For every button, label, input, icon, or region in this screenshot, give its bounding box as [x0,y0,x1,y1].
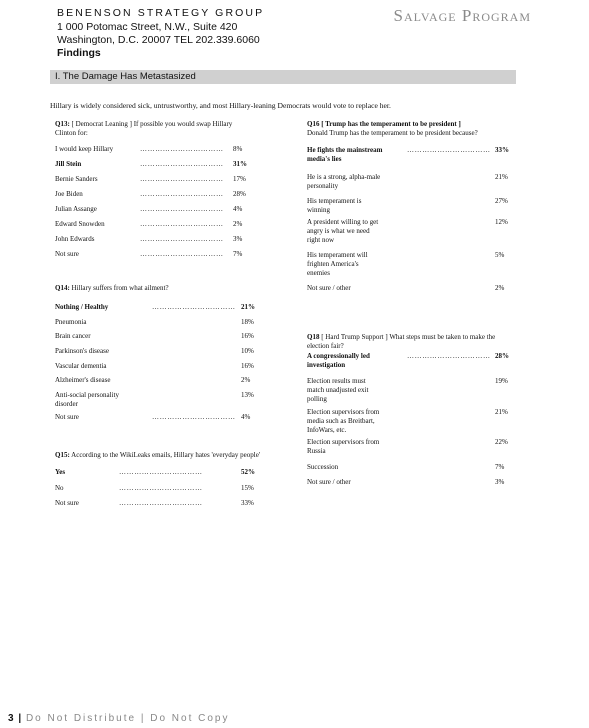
response-row [307,377,517,408]
response-value: 16% [241,361,254,370]
response-row [55,468,265,484]
response-value: 7% [233,250,243,258]
response-row [307,173,517,197]
response-label: Not sure / other [307,284,351,292]
leader-dots: …………………………… [119,468,203,476]
response-row [55,160,255,175]
response-row [307,218,517,251]
question-number: Q13: [55,120,70,128]
question-title [307,120,517,138]
question-segment: [ Trump has the temperament to be president ] [321,120,461,128]
response-label: A president willing to get angry is what we need right now [307,218,379,244]
response-value: 3% [233,235,243,243]
response-label: Alzheimer's disease [55,376,111,385]
question-q15 [55,451,265,515]
footer-notice: Do Not Distribute | Do Not Copy [25,713,230,724]
response-row [55,190,255,205]
response-row [55,318,265,333]
leader-dots: …………………………… [140,220,224,228]
response-label: Election results must match unadjusted exit polling [307,377,369,403]
response-list [307,146,517,298]
response-row [307,408,517,438]
response-label: Yes [55,468,66,476]
response-row [55,347,265,362]
response-row [307,478,517,492]
question-text: [ Democrat Leaning ] If possible you would swap Hillary Clinton for: [55,120,233,137]
response-value: 8% [233,145,243,153]
response-value: 33% [495,146,509,154]
question-number: Q15: [55,451,70,459]
leader-dots: …………………………… [140,205,224,213]
leader-dots: …………………………… [140,250,224,258]
response-row [55,250,255,265]
response-row [307,197,517,218]
response-label: A congressionally led investigation [307,352,370,369]
response-value: 7% [495,463,505,471]
response-value: 12% [495,218,508,226]
response-label: Brain cancer [55,332,91,341]
response-row [307,251,517,284]
leader-dots: …………………………… [119,483,203,492]
response-label: He fights the mainstream media's lies [307,146,383,163]
response-value: 21% [495,173,508,181]
response-label: His temperament is winning [307,197,362,214]
response-value: 33% [241,499,254,507]
response-value: 2% [233,220,243,228]
response-row [307,284,517,298]
response-row [55,175,255,190]
response-label: Not sure [55,499,79,507]
response-value: 21% [241,303,255,311]
response-label: Vascular dementia [55,361,107,370]
response-label: Joe Biden [55,190,83,198]
question-number: Q18 [307,333,320,341]
response-row [55,220,255,235]
response-label: Anti-social personality disorder [55,391,119,409]
response-row [55,499,265,515]
response-value: 16% [241,332,254,341]
response-value: 4% [233,205,243,213]
response-row [55,413,265,428]
intro-text: Hillary is widely considered sick, untrustworthy, and most Hillary-leaning Democrats would vote to replace her. [50,101,391,110]
question-number: Q16 [307,120,320,128]
response-row [55,376,265,391]
question-q13 [55,120,255,265]
response-row [307,463,517,478]
response-value: 3% [495,477,505,486]
question-text: Donald Trump has the temperament to be president because? [307,129,478,137]
doc-subtitle: Findings [57,47,101,59]
response-label: Election supervisors from media such as Breitbart, InfoWars, etc. [307,408,380,434]
response-value: 19% [495,377,508,385]
response-label: Nothing / Healthy [55,303,109,311]
leader-dots: …………………………… [140,175,224,183]
response-label: His temperament will frighten America's enemies [307,251,368,277]
response-label: Bernie Sanders [55,175,98,183]
response-value: 28% [495,352,509,360]
question-q18 [307,333,517,492]
leader-dots: …………………………… [140,190,224,198]
leader-dots: …………………………… [152,413,236,422]
response-row [307,146,517,173]
section-header-bar [50,70,516,84]
question-title [55,451,265,460]
response-list [55,468,265,515]
leader-dots: …………………………… [119,499,203,507]
response-value: 22% [495,438,508,446]
response-value: 27% [495,197,508,205]
leader-dots: …………………………… [140,145,224,153]
response-value: 18% [241,317,254,326]
response-value: 17% [233,175,246,183]
response-value: 5% [495,251,505,259]
response-label: Not sure [55,413,79,422]
address-line-2: Washington, D.C. 20007 TEL 202.339.6060 [57,34,260,46]
question-title [307,333,517,351]
response-label: Julian Assange [55,205,97,213]
response-label: Not sure [55,250,79,258]
response-row [307,352,517,377]
response-label: Jill Stein [55,160,82,168]
response-row [55,303,265,318]
leader-dots: …………………………… [140,235,224,243]
response-label: Election supervisors from Russia [307,438,380,455]
response-label: Edward Snowden [55,220,105,228]
leader-dots: …………………………… [140,160,224,168]
response-list [55,145,255,265]
section-title: I. The Damage Has Metastasized [55,71,196,82]
address-line-1: 1 000 Potomac Street, N.W., Suite 420 [57,21,238,33]
response-row [55,391,265,413]
response-value: 10% [241,347,254,356]
question-title [55,120,255,138]
program-title: Salvage Program [393,6,531,25]
response-label: Succession [307,463,339,471]
leader-dots: …………………………… [407,352,491,360]
response-row [55,205,255,220]
response-row [55,362,265,377]
response-label: Parkinson's disease [55,347,109,356]
question-text: According to the WikiLeaks emails, Hillary hates 'everyday people' [71,451,261,459]
response-label: Not sure / other [307,477,351,486]
footer-separator: | [18,713,22,724]
response-label: No [55,483,64,492]
response-label: He is a strong, alpha-male personality [307,173,381,190]
response-row [307,438,517,463]
response-row [55,484,265,500]
response-value: 28% [233,190,246,198]
question-text: [ Hard Trump Support ] What steps must be taken to make the election fair? [307,333,496,350]
response-value: 52% [241,468,255,476]
response-row [55,332,265,347]
question-title [55,284,265,293]
leader-dots: …………………………… [407,146,491,154]
response-value: 2% [495,284,505,292]
leader-dots: …………………………… [152,303,236,311]
response-label: John Edwards [55,235,95,243]
response-label: Pneumonia [55,317,87,326]
response-row [55,145,255,160]
response-label: I would keep Hillary [55,145,114,153]
org-name: BENENSON STRATEGY GROUP [57,7,265,19]
question-q14 [55,284,265,428]
response-value: 13% [241,391,254,400]
response-value: 31% [233,160,247,168]
response-value: 2% [241,376,251,385]
response-value: 4% [241,413,251,422]
question-text: Hillary suffers from what ailment? [71,284,169,292]
page-number: 3 [8,713,14,724]
response-list [55,303,265,428]
response-list [307,352,517,492]
response-row [55,235,255,250]
response-value: 21% [495,408,508,416]
response-value: 15% [241,483,254,492]
question-q16 [307,120,517,298]
page-footer [8,713,229,724]
question-number: Q14: [55,284,70,292]
